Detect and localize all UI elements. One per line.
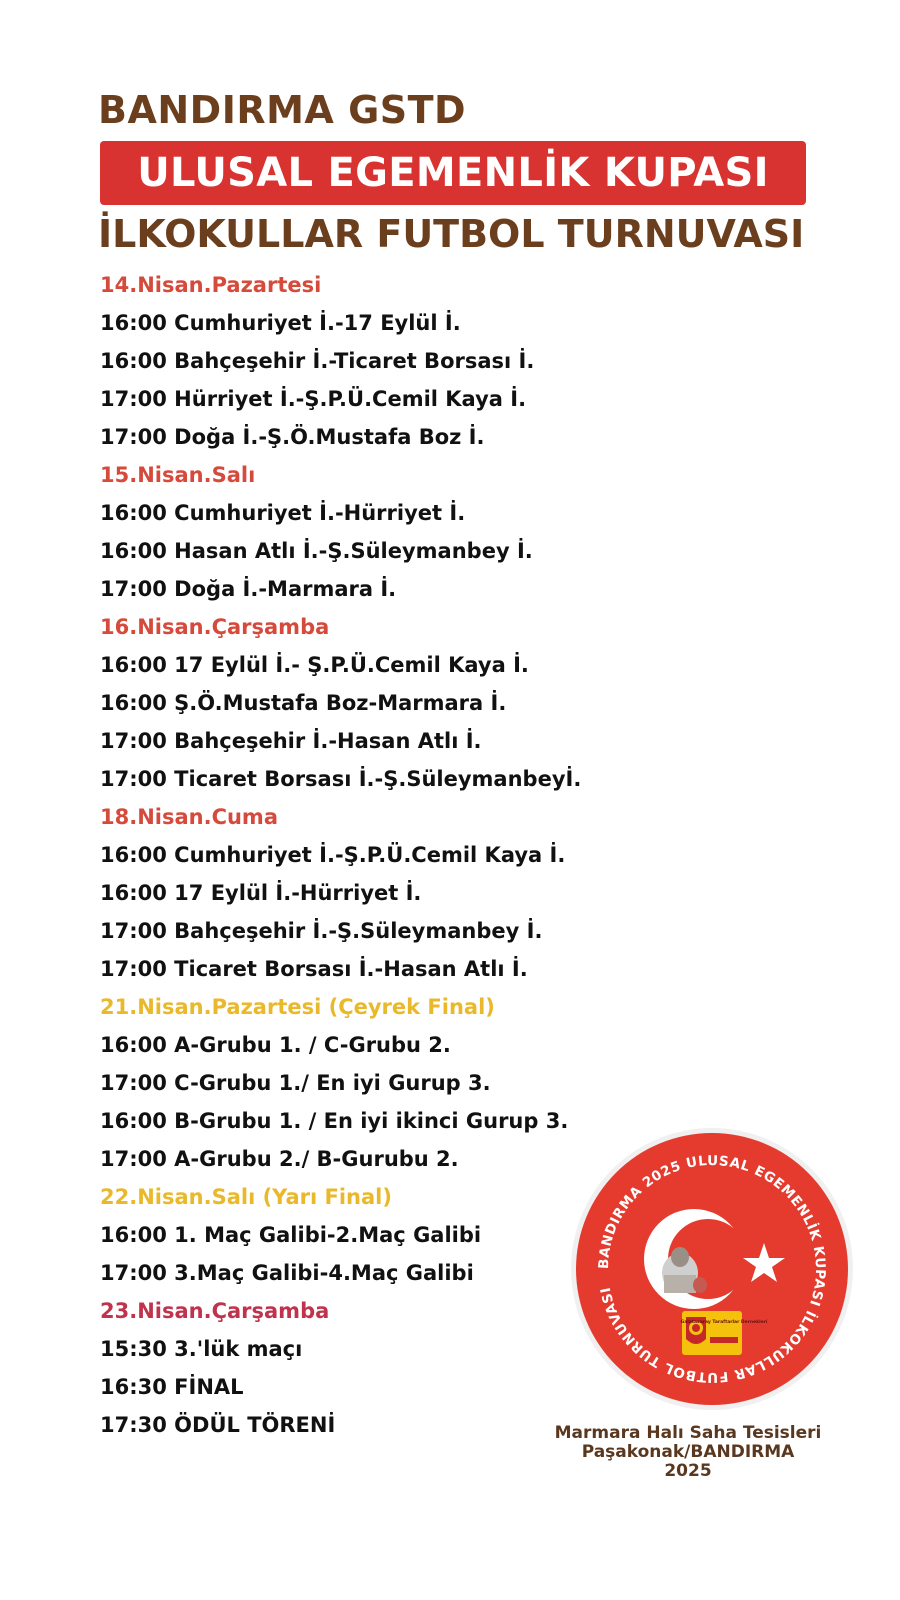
tournament-logo — [568, 1125, 856, 1413]
match-time: 17:00 — [100, 729, 167, 753]
venue-info — [528, 1424, 848, 1481]
match-time: 17:30 — [100, 1413, 167, 1437]
match-teams: Ticaret Borsası İ.-Ş.Süleymanbeyİ. — [174, 767, 582, 791]
match-row — [100, 532, 720, 570]
match-time: 16:00 — [100, 1033, 167, 1057]
match-teams: Bahçeşehir İ.-Ş.Süleymanbey İ. — [174, 919, 543, 943]
logo-ring-text: BANDIRMA 2025 ULUSAL EGEMENLİK KUPASI İLKOKULLAR FUTBOL TURNUVASI — [595, 1152, 829, 1386]
match-time: 17:00 — [100, 919, 167, 943]
match-row — [100, 874, 720, 912]
match-time: 17:00 — [100, 577, 167, 601]
match-row — [100, 304, 720, 342]
match-teams: 3.Maç Galibi-4.Maç Galibi — [174, 1261, 474, 1285]
day-heading: 14.Nisan.Pazartesi — [100, 273, 322, 297]
match-teams: 3.'lük maçı — [174, 1337, 303, 1361]
match-row — [100, 760, 720, 798]
match-row — [100, 646, 720, 684]
match-time: 17:00 — [100, 1071, 167, 1095]
match-row — [100, 570, 720, 608]
match-teams: Cumhuriyet İ.-17 Eylül İ. — [174, 311, 461, 335]
match-time: 16:00 — [100, 843, 167, 867]
match-teams: Cumhuriyet İ.-Ş.P.Ü.Cemil Kaya İ. — [174, 843, 566, 867]
day-heading: 22.Nisan.Salı (Yarı Final) — [100, 1185, 392, 1209]
match-time: 16:00 — [100, 311, 167, 335]
match-time: 17:00 — [100, 425, 167, 449]
match-teams: B-Grubu 1. / En iyi ikinci Gurup 3. — [174, 1109, 569, 1133]
match-row — [100, 494, 720, 532]
venue-year: 2025 — [664, 1461, 712, 1481]
match-time: 17:00 — [100, 1147, 167, 1171]
venue-name: Marmara Halı Saha Tesisleri — [554, 1423, 822, 1443]
match-teams: Bahçeşehir İ.-Ticaret Borsası İ. — [174, 349, 535, 373]
day-heading: 21.Nisan.Pazartesi (Çeyrek Final) — [100, 995, 495, 1019]
match-time: 17:00 — [100, 387, 167, 411]
match-teams: A-Grubu 1. / C-Grubu 2. — [174, 1033, 451, 1057]
tournament-title: İLKOKULLAR FUTBOL TURNUVASI — [98, 212, 805, 256]
match-row — [100, 1064, 720, 1102]
match-teams: Cumhuriyet İ.-Hürriyet İ. — [174, 501, 466, 525]
match-time: 17:00 — [100, 1261, 167, 1285]
match-time: 15:30 — [100, 1337, 167, 1361]
match-row — [100, 722, 720, 760]
day-heading: 15.Nisan.Salı — [100, 463, 256, 487]
match-teams: 1. Maç Galibi-2.Maç Galibi — [174, 1223, 482, 1247]
venue-location: Paşakonak/BANDIRMA — [581, 1442, 795, 1462]
match-teams: A-Grubu 2./ B-Gurubu 2. — [174, 1147, 459, 1171]
match-teams: FİNAL — [174, 1375, 244, 1399]
match-teams: Ş.Ö.Mustafa Boz-Marmara İ. — [174, 691, 507, 715]
match-teams: Bahçeşehir İ.-Hasan Atlı İ. — [174, 729, 482, 753]
match-teams: Hasan Atlı İ.-Ş.Süleymanbey İ. — [174, 539, 533, 563]
badge-text: Galatasaray Taraftarlar Dernekleri — [680, 1320, 768, 1325]
match-teams: Ticaret Borsası İ.-Hasan Atlı İ. — [174, 957, 528, 981]
day-heading: 23.Nisan.Çarşamba — [100, 1299, 330, 1323]
match-time: 16:00 — [100, 349, 167, 373]
day-heading: 16.Nisan.Çarşamba — [100, 615, 330, 639]
match-time: 16:00 — [100, 691, 167, 715]
match-time: 16:00 — [100, 539, 167, 563]
match-time: 17:00 — [100, 957, 167, 981]
match-row — [100, 836, 720, 874]
match-row — [100, 1026, 720, 1064]
match-row — [100, 342, 720, 380]
match-row — [100, 380, 720, 418]
match-teams: Doğa İ.-Ş.Ö.Mustafa Boz İ. — [174, 425, 485, 449]
match-row — [100, 912, 720, 950]
match-time: 16:00 — [100, 881, 167, 905]
day-heading: 18.Nisan.Cuma — [100, 805, 278, 829]
match-teams: Hürriyet İ.-Ş.P.Ü.Cemil Kaya İ. — [174, 387, 527, 411]
match-time: 16:00 — [100, 1223, 167, 1247]
match-teams: 17 Eylül İ.-Hürriyet İ. — [174, 881, 422, 905]
match-time: 16:30 — [100, 1375, 167, 1399]
match-teams: C-Grubu 1./ En iyi Gurup 3. — [174, 1071, 491, 1095]
match-time: 17:00 — [100, 767, 167, 791]
cup-title: ULUSAL EGEMENLİK KUPASI — [137, 150, 769, 196]
match-row — [100, 950, 720, 988]
organizer-title: BANDIRMA GSTD — [98, 88, 467, 132]
match-time: 16:00 — [100, 1109, 167, 1133]
cup-title-banner — [100, 141, 806, 205]
match-teams: 17 Eylül İ.- Ş.P.Ü.Cemil Kaya İ. — [174, 653, 529, 677]
match-teams: ÖDÜL TÖRENİ — [174, 1413, 336, 1437]
match-teams: Doğa İ.-Marmara İ. — [174, 577, 397, 601]
match-time: 16:00 — [100, 501, 167, 525]
match-row — [100, 418, 720, 456]
match-time: 16:00 — [100, 653, 167, 677]
match-row — [100, 684, 720, 722]
